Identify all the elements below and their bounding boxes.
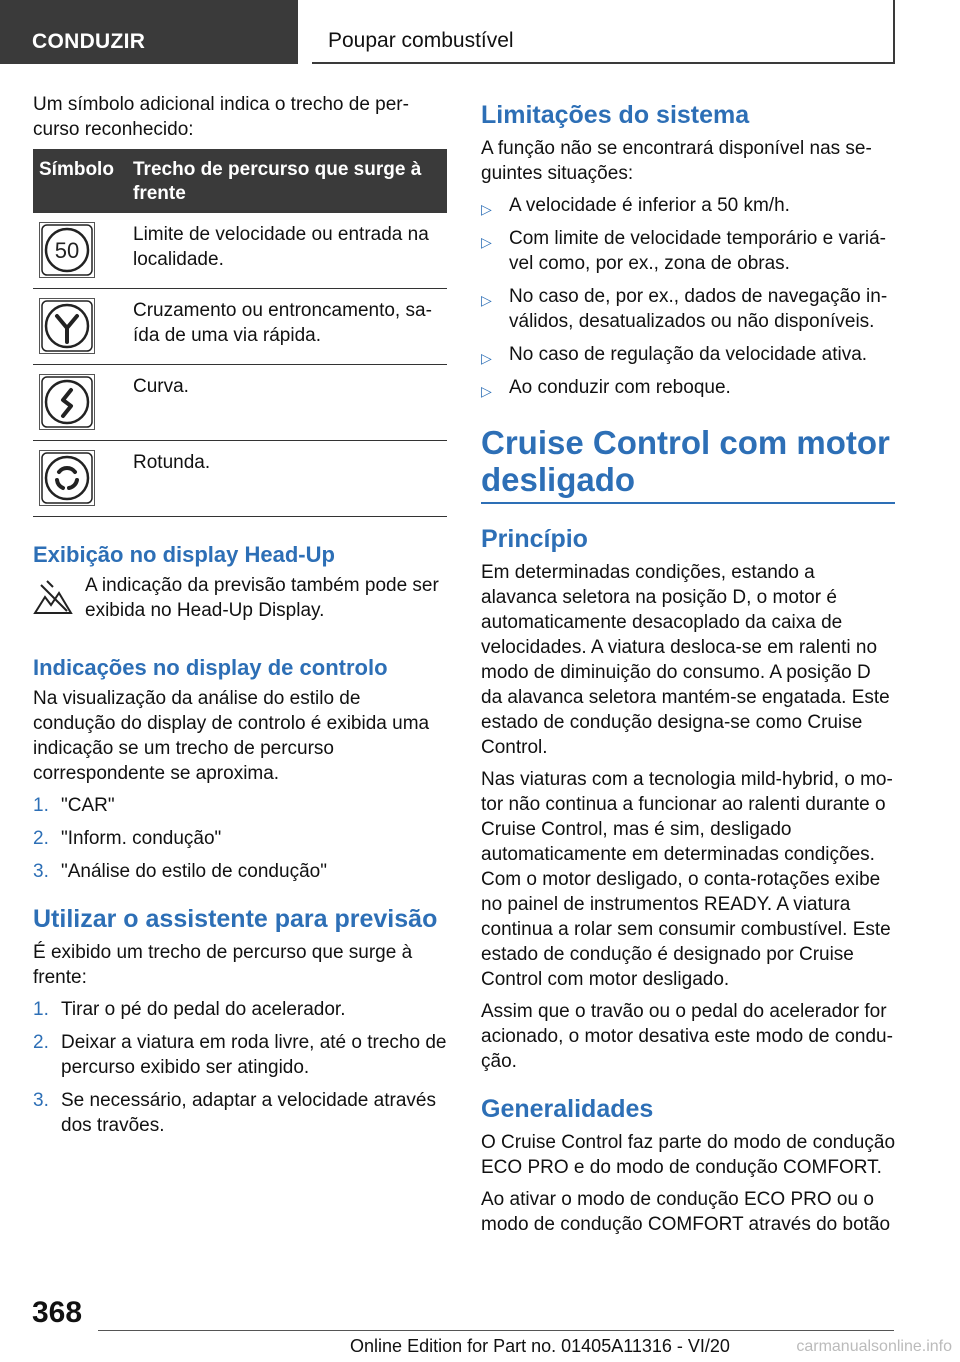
list-item: ▷ Com limite de velocidade temporário e variável como, por ex., zona de obras. <box>481 228 886 274</box>
section-title: CONDUZIR <box>32 30 146 53</box>
table-row <box>33 365 447 441</box>
list-item: 1. "CAR" <box>33 795 115 816</box>
table-header-symbol: Símbolo <box>33 149 125 213</box>
use-assistant-heading: Utilizar o assistente para previsão <box>33 905 438 933</box>
table-header-row <box>33 149 447 213</box>
row-desc: Limite de velocidade ou entrada na localidade. <box>125 213 447 289</box>
intro-text: Um símbolo adicional indica o trecho de percurso reconhecido: <box>33 94 409 140</box>
symbol-table <box>33 149 447 517</box>
list-item: 1. Tirar o pé do pedal do acelerador. <box>33 999 346 1020</box>
hud-heading: Exibição no display Head-Up <box>33 542 335 567</box>
table-row <box>33 441 447 517</box>
section-tab <box>0 0 298 64</box>
triangle-bullet-icon: ▷ <box>481 234 492 250</box>
footer-edition: Online Edition for Part no. 01405A11316 - VI/20 <box>350 1336 730 1356</box>
general-paragraph: O Cruise Control faz parte do modo de condução ECO PRO e do modo de condução COMFORT. <box>481 1132 896 1178</box>
control-display-heading: Indicações no display de controlo <box>33 655 388 680</box>
table-row <box>33 213 447 289</box>
limitations-text: A função não se encontrará disponível nas seguintes situações: <box>481 138 872 184</box>
table-row <box>33 289 447 365</box>
use-assistant-steps <box>33 997 447 1138</box>
triangle-bullet-icon: ▷ <box>481 350 492 366</box>
page-number: 368 <box>32 1296 83 1329</box>
list-item: 2. "Inform. condução" <box>33 828 222 849</box>
speed-limit-50-icon <box>39 222 95 278</box>
control-display-text: Na visualização da análise do estilo de condução do display de controlo é exibida uma indicação se um trecho de percurso correspondente se aproxima. <box>33 688 430 784</box>
control-display-steps <box>33 793 447 884</box>
list-item: 3. Se necessário, adaptar a velocidade através dos travões. <box>33 1090 436 1136</box>
principle-heading: Princípio <box>481 525 588 553</box>
list-item: ▷ A velocidade é inferior a 50 km/h. <box>481 193 895 218</box>
triangle-bullet-icon: ▷ <box>481 201 492 217</box>
use-assistant-text: É exibido um trecho de percurso que surge à frente: <box>33 942 413 988</box>
watermark: carmanualsonline.info <box>796 1338 952 1355</box>
general-heading: Generalidades <box>481 1095 654 1123</box>
principle-paragraph: Em determinadas condições, estando a alavanca seletora na posição D, o motor é automaticamente desacoplado da caixa de velocidades. A viatura desloca-se em ralenti no modo de diminuição do consumo. A posição D da alavanca seletora mantém-se engatada. Este estado de condução designa-se como Cruise Control. <box>481 562 890 758</box>
cruise-control-heading: Cruise Control com motor desligado <box>481 424 895 504</box>
hud-note <box>33 573 447 630</box>
hud-icon <box>33 575 73 619</box>
list-item: ▷ No caso de regulação da velocidade ativa. <box>481 342 895 367</box>
footer-divider <box>98 1330 894 1331</box>
general-paragraph: Ao ativar o modo de condução ECO PRO ou o modo de condução COMFORT através do botão <box>481 1189 891 1235</box>
hud-text: A indicação da previsão também pode ser exibida no Head-Up Display. <box>85 575 439 621</box>
limitations-heading: Limitações do sistema <box>481 101 750 129</box>
roundabout-icon <box>39 450 95 506</box>
list-item: 2. Deixar a viatura em roda livre, até o trecho de percurso exibido ser atingido. <box>33 1032 447 1078</box>
triangle-bullet-icon: ▷ <box>481 383 492 399</box>
right-column <box>481 100 895 1244</box>
row-desc: Rotunda. <box>125 441 447 517</box>
topic-tab <box>312 0 895 64</box>
topic-title: Poupar combustível <box>328 29 514 52</box>
principle-paragraph: Assim que o travão ou o pedal do acelerador for acionado, o motor desativa este modo de condução. <box>481 1001 893 1072</box>
list-item: 3. "Análise do estilo de condução" <box>33 861 327 882</box>
principle-paragraph: Nas viaturas com a tecnologia mild-hybrid, o motor não continua a funcionar ao ralenti durante o Cruise Control, mas é sim, desligado automaticamente em determinadas condições. Com o motor desligado, o conta-rotações exibe no painel de instrumentos READY. A viatura continua a rolar sem consumir combustível. Este estado de condução é designado por Cruise Control com motor desligado. <box>481 769 893 990</box>
limitations-list <box>481 193 895 400</box>
row-desc: Curva. <box>125 365 447 441</box>
left-column <box>33 92 447 1146</box>
list-item: ▷ Ao conduzir com reboque. <box>481 375 895 400</box>
row-desc: Cruzamento ou entroncamento, saída de uma via rápida. <box>125 289 447 365</box>
speed-limit-number: 50 <box>54 238 80 263</box>
list-item: ▷ No caso de, por ex., dados de navegação inválidos, desatualizados ou não disponíveis. <box>481 286 888 332</box>
triangle-bullet-icon: ▷ <box>481 292 492 308</box>
table-header-route: Trecho de percurso que surge à frente <box>125 149 447 213</box>
junction-icon <box>39 298 95 354</box>
curve-icon <box>39 374 95 430</box>
